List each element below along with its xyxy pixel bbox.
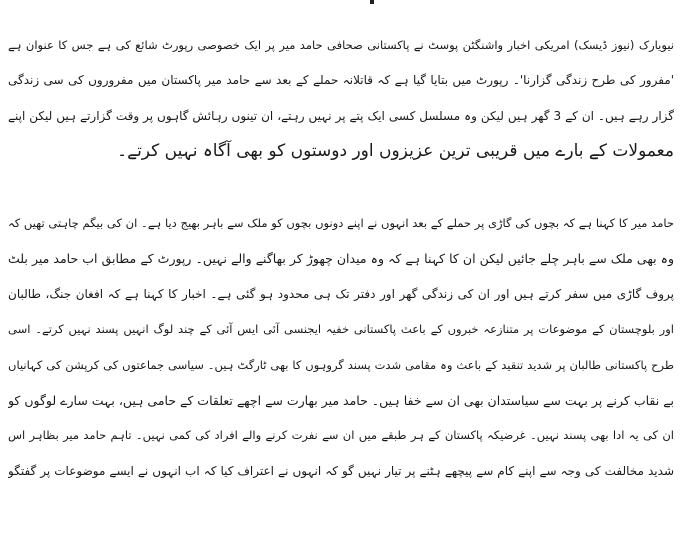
paragraph-line: شدید مخالفت کی وجہ سے اپنے کام سے پیچھے ہٹنے پر تیار نہیں گو کہ انہوں نے اعتراف کیا کہ اب انہوں نے ایسے موضوعات پر گفتگو bbox=[8, 463, 674, 478]
paragraph-line: معمولات کے بارے میں قریبی ترین عزیزوں اور دوستوں کو بھی آگاہ نہیں کرتے۔ bbox=[117, 141, 674, 162]
paragraph-line: پروف گاڑی میں سفر کرتے ہیں اور ان کی زندگی گھر اور دفتر تک ہی محدود ہو گئی ہے۔ اخبار کا کہنا ہے کہ افغان جنگ، طالبان bbox=[8, 286, 674, 301]
paragraph-line: بے نقاب کرنے پر بہت سے سیاستدان بھی ان سے خفا ہیں۔ حامد میر بھارت سے اچھے تعلقات کے حامی ہیں، بہت سارے لوگوں کو bbox=[8, 393, 674, 409]
paragraph-line: طرح پاکستانی طالبان پر شدید تنقید کے باعث وہ مقامی شدت پسند گروہوں کا بھی ٹارگٹ ہیں۔ سیاسی جماعتوں کی کرپشن کی کہانیاں bbox=[8, 357, 674, 372]
paragraph-line: نیویارک (نیوز ڈیسک) امریکی اخبار واشنگٹن پوسٹ نے پاکستانی صحافی حامد میر پر ایک خصوصی رپورٹ شائع کی ہے جس کا عنوان ہے bbox=[8, 38, 674, 52]
paragraph-line: وہ بھی ملک سے باہر چلے جائیں لیکن ان کا کہنا ہے کہ وہ میدان چھوڑ کر بھاگنے والے نہیں۔ رپورٹ کے مطابق اب حامد میر بلٹ bbox=[8, 251, 674, 267]
paragraph-2 bbox=[8, 206, 674, 489]
paragraph-line: ان کی یہ ادا بھی پسند نہیں۔ غرضیکہ پاکستان کے ہر طبقے میں ان سے نفرت کرنے والے افراد کی کمی نہیں۔ تاہم حامد میر بظاہر اس bbox=[8, 428, 674, 443]
paragraph-line: حامد میر کا کہنا ہے کہ بچوں کی گاڑی پر حملے کے بعد انہوں نے اپنے دونوں بچوں کو ملک سے باہر بھیج دیا ہے۔ ان کی بیگم چاہتی تھیں کہ bbox=[8, 216, 674, 230]
paragraph-line: 'مفرور کی طرح زندگی گزارنا'۔ رپورٹ میں بتایا گیا ہے کہ قاتلانہ حملے کے بعد سے حامد میر پاکستان میں مفروروں کی سی زندگی bbox=[8, 73, 674, 88]
article-body bbox=[8, 0, 674, 539]
paragraph-1 bbox=[8, 28, 674, 170]
paragraph-line: گزار رہے ہیں۔ ان کے 3 گھر ہیں لیکن وہ مسلسل کسی ایک پتے پر نہیں رہتے، ان تینوں رہائش گاہوں پر وقت گزارتے ہیں لیکن اپنے bbox=[8, 108, 674, 123]
paragraph-line: اور بلوچستان کے موضوعات پر متنازعہ خبروں کے باعث پاکستانی خفیہ ایجنسی آئی ایس آئی کے چند لوگ انہیں پسند نہیں کرتے۔ اسی bbox=[8, 322, 674, 337]
cropped-text-fragment bbox=[370, 0, 374, 4]
